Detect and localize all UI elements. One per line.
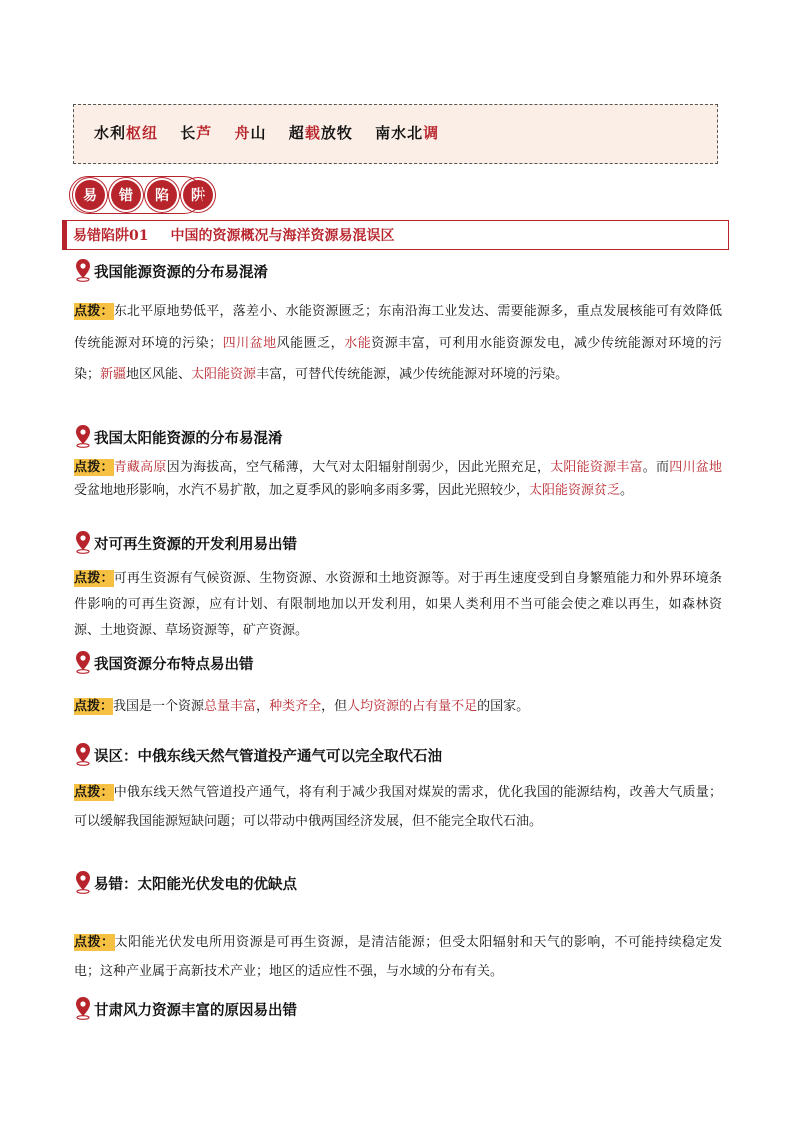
location-pin-icon [74, 870, 92, 894]
hint-label: 点拨： [74, 460, 114, 475]
vocabulary-box [73, 104, 718, 164]
paragraph-solar-distribution: 点拨：青藏高原因为海拔高，空气稀薄，大气对太阳辐射削弱少，因此光照充足，太阳能资源丰富。而四川盆地受盆地地形影响，水汽不易扩散，加之夏季风的影响多雨多雾，因此光照较少，太阳能资源贫乏。 [74, 460, 722, 498]
hint-label: 点拨： [74, 304, 114, 319]
location-pin-icon [74, 530, 92, 554]
section-title: 中国的资源概况与海洋资源易混误区 [170, 228, 395, 244]
heading-renewable-resources: 对可再生资源的开发利用易出错 [74, 530, 297, 554]
heading-solar-distribution: 我国太阳能资源的分布易混淆 [74, 424, 283, 448]
badge-char-1: 易 [75, 180, 105, 210]
badge-char-3: 陷 [147, 180, 177, 210]
hint-label: 点拨： [74, 571, 114, 586]
location-pin-icon [74, 742, 92, 766]
section-header [62, 220, 729, 250]
heading-gas-pipeline: 误区：中俄东线天然气管道投产通气可以完全取代石油 [74, 742, 442, 766]
section-label: 易错陷阱01 [73, 228, 149, 244]
paragraph-resource-features: 点拨：我国是一个资源总量丰富，种类齐全，但人均资源的占有量不足的国家。 [74, 699, 530, 714]
location-pin-icon [74, 996, 92, 1020]
vocabulary-terms [94, 122, 455, 143]
location-pin-icon [74, 650, 92, 674]
hint-label: 点拨： [74, 699, 114, 714]
badge-outline [69, 176, 203, 214]
hint-label: 点拨： [74, 935, 115, 950]
badge-char-2: 错 [111, 180, 141, 210]
term-2: 长芦 [180, 124, 213, 142]
term-1: 水利枢纽 [94, 124, 159, 142]
heading-gansu-wind: 甘肃风力资源丰富的原因易出错 [74, 996, 297, 1020]
location-pin-icon [74, 424, 92, 448]
badge-char-4: 阱 [183, 180, 213, 210]
location-pin-icon [74, 258, 92, 282]
term-5: 南水北调 [375, 124, 440, 142]
paragraph-solar-pv: 点拨：太阳能光伏发电所用资源是可再生资源，是清洁能源；但受太阳辐射和天气的影响，不可能持续稳定发电；这种产业属于高新技术产业；地区的适应性不强，与水域的分布有关。 [74, 935, 722, 979]
trap-badge [73, 178, 215, 212]
paragraph-energy-distribution: 点拨：东北平原地势低平，落差小、水能资源匮乏；东南沿海工业发达、需要能源多，重点发展核能可有效降低传统能源对环境的污染；四川盆地风能匮乏，水能资源丰富，可利用水能资源发电，减少传统能源对环境的污染；新疆地区风能、太阳能资源丰富，可替代传统能源，减少传统能源对环境的污染。 [74, 304, 722, 382]
term-3: 舟山 [234, 124, 267, 142]
heading-resource-features: 我国资源分布特点易出错 [74, 650, 254, 674]
paragraph-gas-pipeline: 点拨：中俄东线天然气管道投产通气，将有利于减少我国对煤炭的需求，优化我国的能源结构，改善大气质量；可以缓解我国能源短缺问题；可以带动中俄两国经济发展，但不能完全取代石油。 [74, 785, 722, 829]
hint-label: 点拨： [74, 785, 114, 800]
paragraph-renewable-resources: 点拨：可再生资源有气候资源、生物资源、水资源和土地资源等。对于再生速度受到自身繁殖能力和外界环境条件影响的可再生资源，应有计划、有限制地加以开发利用，如果人类利用不当可能会使之难以再生，如森林资源、土地资源、草场资源等，矿产资源。 [74, 571, 722, 638]
term-4: 超载放牧 [288, 124, 353, 142]
heading-solar-pv: 易错：太阳能光伏发电的优缺点 [74, 870, 297, 894]
heading-energy-distribution: 我国能源资源的分布易混淆 [74, 258, 268, 282]
